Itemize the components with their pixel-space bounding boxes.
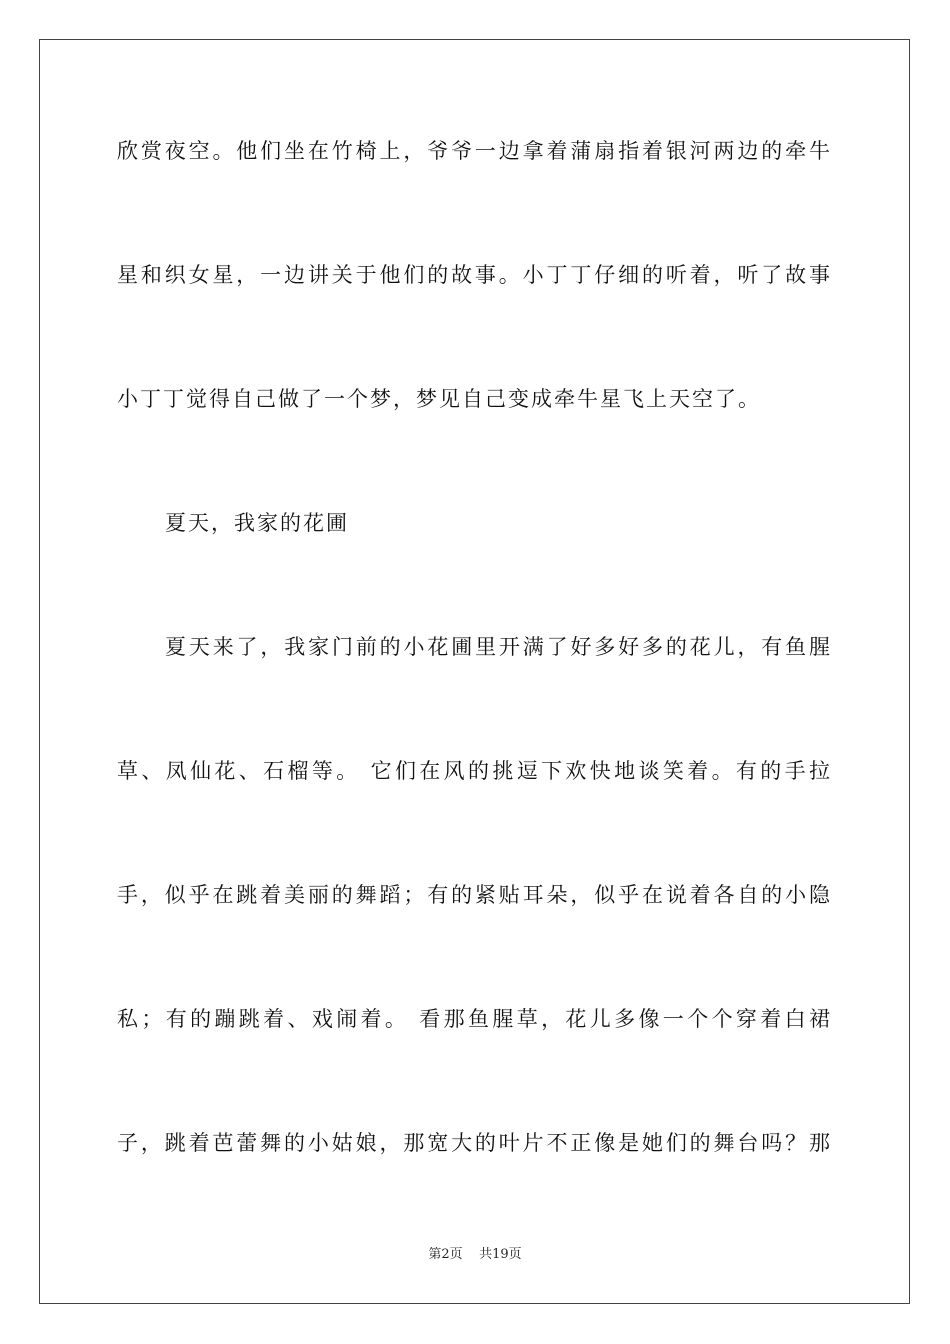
section-title: 夏天，我家的花圃 bbox=[165, 511, 349, 535]
page-footer bbox=[0, 1246, 950, 1264]
paragraph-line: 欣赏夜空。他们坐在竹椅上，爷爷一边拿着蒲扇指着银河两边的牵牛 bbox=[117, 139, 832, 163]
paragraph-line: 小丁丁觉得自己做了一个梦，梦见自己变成牵牛星飞上天空了。 bbox=[117, 387, 761, 411]
page-total: 共19页 bbox=[479, 1247, 522, 1262]
page-number: 第2页 bbox=[428, 1247, 463, 1262]
paragraph-line: 私；有的蹦跳着、戏闹着。 看那鱼腥草，花儿多像一个个穿着白裙 bbox=[117, 1007, 832, 1031]
paragraph-line: 草、凤仙花、石榴等。 它们在风的挑逗下欢快地谈笑着。有的手拉 bbox=[117, 759, 832, 783]
page-border bbox=[39, 39, 910, 1304]
paragraph-line: 手，似乎在跳着美丽的舞蹈；有的紧贴耳朵，似乎在说着各自的小隐 bbox=[117, 883, 832, 907]
paragraph-line: 夏天来了，我家门前的小花圃里开满了好多好多的花儿，有鱼腥 bbox=[165, 635, 832, 659]
paragraph-line: 星和织女星，一边讲关于他们的故事。小丁丁仔细的听着，听了故事 bbox=[117, 263, 832, 287]
paragraph-line: 子，跳着芭蕾舞的小姑娘，那宽大的叶片不正像是她们的舞台吗？那 bbox=[117, 1131, 832, 1155]
